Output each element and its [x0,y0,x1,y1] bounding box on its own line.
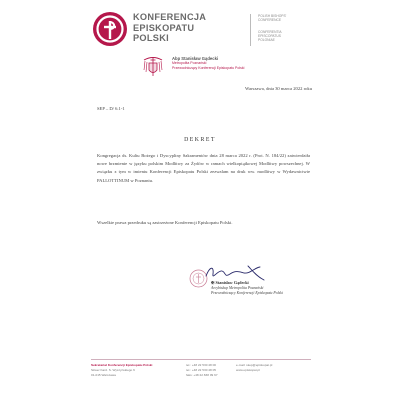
footer-address-line: Sekretariat Konferencji Episkopatu Polski [91,363,153,367]
english-name-line: CONFERENCE [258,18,282,22]
header-divider [250,14,251,46]
english-name-line: POLISH BISHOPS' [258,14,287,18]
rights-notice: Wszelkie prawa przedruku są zastrzeżone Konferencji Episkopatu Polski. [97,220,233,225]
archbishop-role: Przewodniczący Konferencji Episkopatu Polski [172,65,245,70]
archbishop-title: Metropolita Poznański [172,61,207,65]
latin-name-line: EPISCOPATUS [258,34,281,38]
archbishop-emblem-text [172,56,244,70]
signer-role: Przewodniczący Konferencji Episkopatu Polski [211,291,283,295]
footer-phone-line: faks: +48 22 838 09 67 [186,373,218,377]
footer-divider [91,359,311,360]
footer-address-line: 01-015 Warszawa [91,373,116,377]
footer-contact [236,363,272,373]
org-name-line: EPISKOPATU [133,22,195,33]
archbishop-name: Abp Stanisław Gądecki [172,56,219,61]
organization-name [133,12,253,44]
document-date: Warszawa, dnia 30 marca 2022 roku [245,86,312,91]
signer-title: Arcybiskup Metropolita Poznański [211,285,264,290]
latin-name-line: POLONIAE [258,38,275,42]
footer-phone-line: tel.: +48 22 530 48 00 [186,363,217,367]
footer-phone-line: tel.: +48 22 530 48 05 [186,368,217,372]
signer-name: ✠ Stanisław Gądecki [211,280,249,285]
decree-body: Kongregacja ds. Kultu Bożego i Dyscypliny Sakramentów dnia 28 marca 2022 r. (Prot. N. 184/22) zatwierdziła nowe brzmienie w języku polskim Modlitwy za Żydów w ramach wielkopiątkowej Modlitwy powszechnej. W związku z tym w imieniu Konferencji Episkopatu Polski zezwalam na druk ww. modlitwy w Wydawnictwie PALLOTTINUM w Poznaniu. [97,153,310,183]
english-name [258,14,318,22]
reference-number: SEP – D/ 6.1-1 [97,106,125,111]
footer-address [91,363,152,378]
org-name-line: POLSKI [133,33,170,43]
footer-address-line: Skwer Kard. S. Wyszyńskiego 6 [91,368,135,372]
footer-phones [186,363,218,378]
conference-logo-icon [93,12,127,46]
signer-block [211,280,283,297]
archbishop-crest-icon [141,56,165,78]
footer-email: e-mail: skep@episkopat.pl [236,363,273,367]
footer-website: www.episkopat.pl [236,368,260,372]
latin-name-line: CONFERENTIA [258,30,282,34]
org-name-line: KONFERENCJA [133,12,207,22]
document-title: DEKRET [184,137,216,143]
latin-name [258,30,318,42]
